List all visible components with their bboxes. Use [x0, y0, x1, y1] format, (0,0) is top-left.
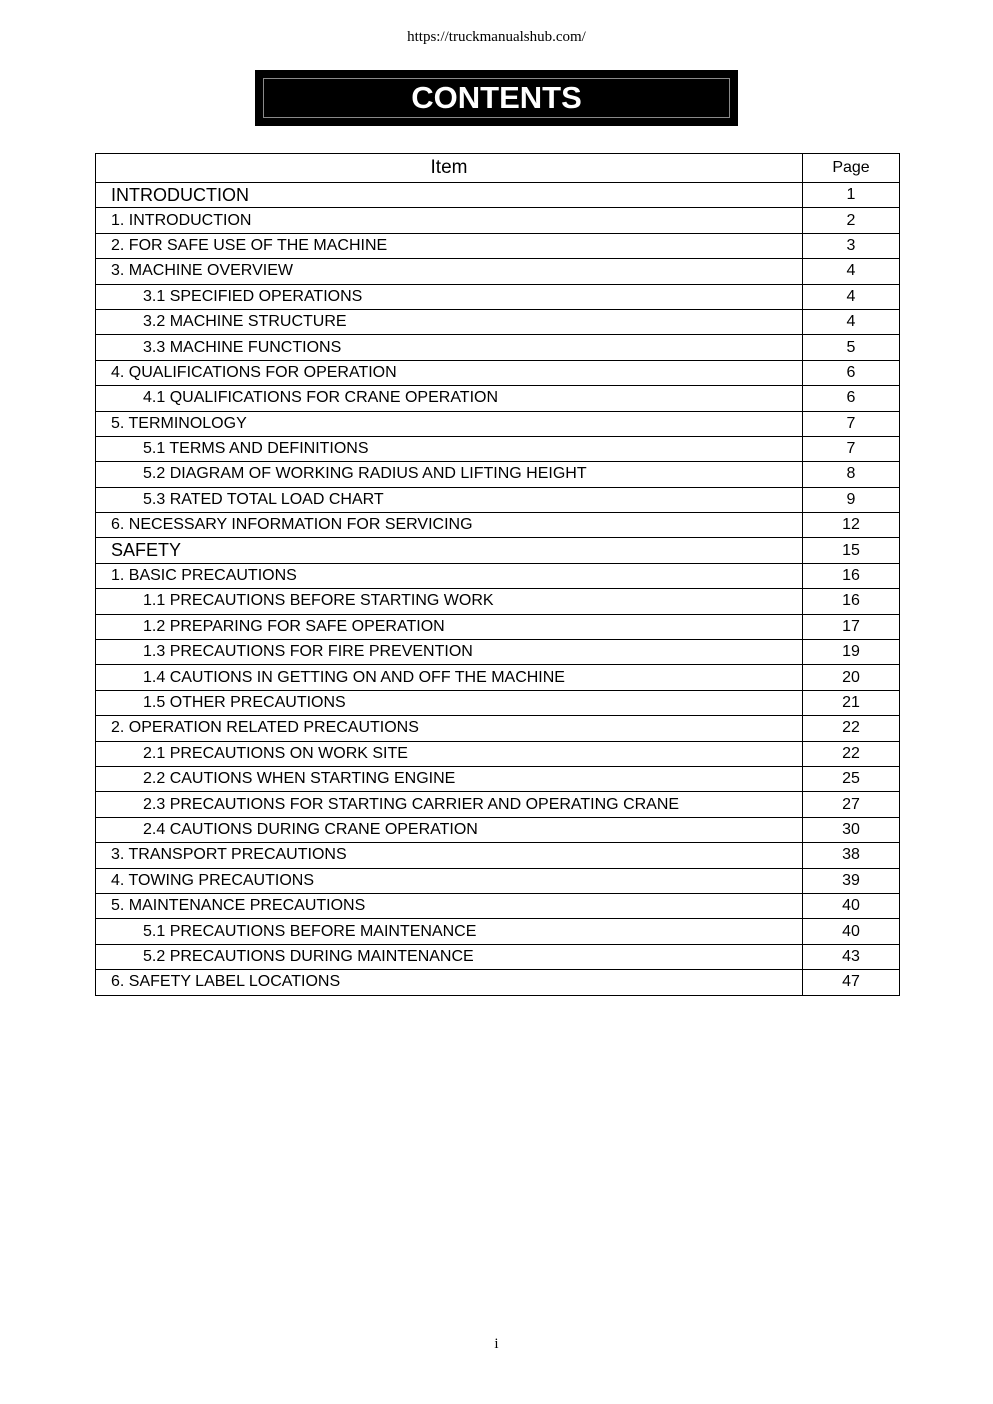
table-header-row — [96, 154, 900, 183]
table-row — [96, 208, 900, 233]
table-row — [96, 487, 900, 512]
contents-title-frame — [263, 78, 730, 118]
toc-entry-title: 1.1 PRECAUTIONS BEFORE STARTING WORK — [96, 589, 803, 614]
toc-entry-title: 3.3 MACHINE FUNCTIONS — [96, 335, 803, 360]
toc-entry-page: 19 — [803, 640, 900, 665]
toc-entry-title: 2.3 PRECAUTIONS FOR STARTING CARRIER AND OPERATING CRANE — [96, 792, 803, 817]
toc-entry-page: 6 — [803, 360, 900, 385]
page-number: i — [494, 1336, 499, 1352]
toc-entry-title: 1.5 OTHER PRECAUTIONS — [96, 690, 803, 715]
toc-entry-title: 5.1 TERMS AND DEFINITIONS — [96, 436, 803, 461]
toc-entry-page: 22 — [803, 716, 900, 741]
toc-entry-page: 27 — [803, 792, 900, 817]
toc-entry-page: 6 — [803, 386, 900, 411]
toc-entry-title: 5.2 DIAGRAM OF WORKING RADIUS AND LIFTING HEIGHT — [96, 462, 803, 487]
toc-entry-title: 1. INTRODUCTION — [96, 208, 803, 233]
toc-entry-page: 7 — [803, 411, 900, 436]
table-row — [96, 792, 900, 817]
toc-entry-page: 39 — [803, 868, 900, 893]
table-row — [96, 919, 900, 944]
header-url: https://truckmanualshub.com/ — [407, 29, 586, 45]
toc-entry-page: 40 — [803, 919, 900, 944]
table-row — [96, 690, 900, 715]
toc-entry-page: 43 — [803, 944, 900, 969]
table-row — [96, 640, 900, 665]
toc-entry-page: 4 — [803, 309, 900, 334]
toc-entry-page: 4 — [803, 284, 900, 309]
table-row — [96, 716, 900, 741]
page-title: CONTENTS — [411, 80, 582, 115]
toc-entry-title: 3. MACHINE OVERVIEW — [96, 259, 803, 284]
toc-entry-title: INTRODUCTION — [96, 183, 803, 208]
toc-entry-title: 4.1 QUALIFICATIONS FOR CRANE OPERATION — [96, 386, 803, 411]
toc-entry-title: 1.2 PREPARING FOR SAFE OPERATION — [96, 614, 803, 639]
toc-entry-page: 16 — [803, 563, 900, 588]
table-row — [96, 614, 900, 639]
table-row — [96, 868, 900, 893]
toc-entry-title: 4. TOWING PRECAUTIONS — [96, 868, 803, 893]
toc-entry-title: 3. TRANSPORT PRECAUTIONS — [96, 843, 803, 868]
table-row — [96, 513, 900, 538]
toc-entry-title: 5. MAINTENANCE PRECAUTIONS — [96, 893, 803, 918]
contents-table — [95, 153, 900, 996]
toc-entry-title: 2.2 CAUTIONS WHEN STARTING ENGINE — [96, 766, 803, 791]
contents-table-body — [96, 183, 900, 996]
table-row — [96, 741, 900, 766]
toc-entry-title: 6. NECESSARY INFORMATION FOR SERVICING — [96, 513, 803, 538]
toc-entry-page: 2 — [803, 208, 900, 233]
toc-entry-page: 25 — [803, 766, 900, 791]
table-row — [96, 436, 900, 461]
column-header-item: Item — [96, 154, 803, 183]
toc-entry-title: SAFETY — [96, 538, 803, 563]
table-row — [96, 309, 900, 334]
toc-entry-page: 22 — [803, 741, 900, 766]
toc-entry-page: 15 — [803, 538, 900, 563]
toc-entry-title: 2.1 PRECAUTIONS ON WORK SITE — [96, 741, 803, 766]
toc-entry-title: 4. QUALIFICATIONS FOR OPERATION — [96, 360, 803, 385]
toc-entry-title: 6. SAFETY LABEL LOCATIONS — [96, 970, 803, 995]
toc-entry-page: 30 — [803, 817, 900, 842]
toc-entry-page: 3 — [803, 233, 900, 258]
table-row — [96, 233, 900, 258]
table-row — [96, 893, 900, 918]
toc-entry-page: 21 — [803, 690, 900, 715]
table-row — [96, 589, 900, 614]
toc-entry-page: 40 — [803, 893, 900, 918]
column-header-page: Page — [803, 154, 900, 183]
table-row — [96, 944, 900, 969]
table-row — [96, 970, 900, 995]
toc-entry-title: 3.1 SPECIFIED OPERATIONS — [96, 284, 803, 309]
table-row — [96, 259, 900, 284]
table-row — [96, 386, 900, 411]
toc-entry-page: 8 — [803, 462, 900, 487]
table-row — [96, 335, 900, 360]
toc-entry-page: 12 — [803, 513, 900, 538]
toc-entry-title: 5. TERMINOLOGY — [96, 411, 803, 436]
toc-entry-title: 5.1 PRECAUTIONS BEFORE MAINTENANCE — [96, 919, 803, 944]
toc-entry-title: 1.4 CAUTIONS IN GETTING ON AND OFF THE MACHINE — [96, 665, 803, 690]
table-row — [96, 665, 900, 690]
table-row — [96, 538, 900, 563]
toc-entry-title: 1. BASIC PRECAUTIONS — [96, 563, 803, 588]
toc-entry-title: 5.2 PRECAUTIONS DURING MAINTENANCE — [96, 944, 803, 969]
contents-title-box — [255, 70, 738, 126]
table-row — [96, 563, 900, 588]
table-row — [96, 284, 900, 309]
table-row — [96, 766, 900, 791]
toc-entry-page: 9 — [803, 487, 900, 512]
toc-entry-page: 17 — [803, 614, 900, 639]
toc-entry-title: 3.2 MACHINE STRUCTURE — [96, 309, 803, 334]
toc-entry-title: 2. OPERATION RELATED PRECAUTIONS — [96, 716, 803, 741]
toc-entry-page: 7 — [803, 436, 900, 461]
table-row — [96, 360, 900, 385]
toc-entry-page: 4 — [803, 259, 900, 284]
table-row — [96, 411, 900, 436]
table-row — [96, 843, 900, 868]
toc-entry-page: 1 — [803, 183, 900, 208]
toc-entry-page: 47 — [803, 970, 900, 995]
table-row — [96, 817, 900, 842]
toc-entry-title: 5.3 RATED TOTAL LOAD CHART — [96, 487, 803, 512]
toc-entry-title: 2. FOR SAFE USE OF THE MACHINE — [96, 233, 803, 258]
toc-entry-page: 38 — [803, 843, 900, 868]
table-row — [96, 462, 900, 487]
table-row — [96, 183, 900, 208]
toc-entry-title: 1.3 PRECAUTIONS FOR FIRE PREVENTION — [96, 640, 803, 665]
toc-entry-page: 20 — [803, 665, 900, 690]
toc-entry-page: 5 — [803, 335, 900, 360]
toc-entry-page: 16 — [803, 589, 900, 614]
toc-entry-title: 2.4 CAUTIONS DURING CRANE OPERATION — [96, 817, 803, 842]
